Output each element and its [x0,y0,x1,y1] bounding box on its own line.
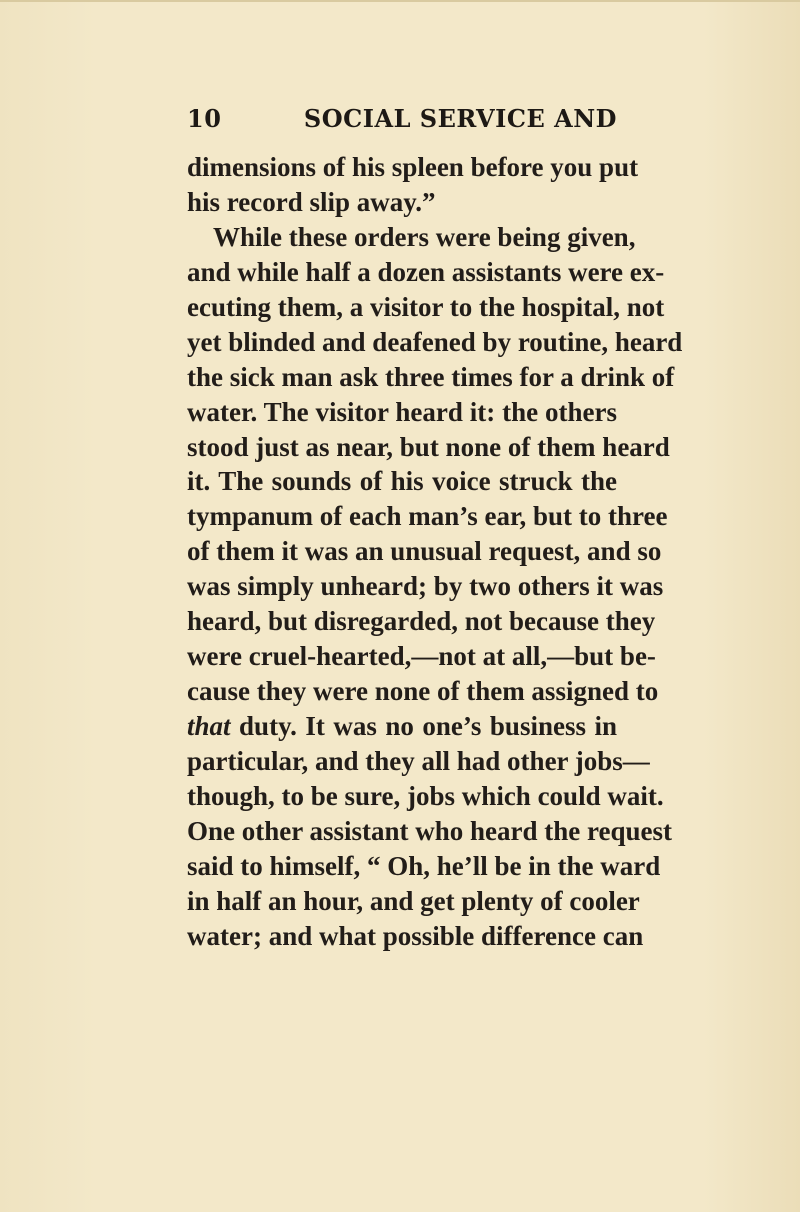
text-line: yet blinded and deafened by routine, heard [187,326,683,357]
text-line-rest: duty. It was no one’s business in [230,711,617,741]
text-line: and while half a dozen assistants were ex- [187,256,665,287]
text-line: water; and what possible difference can [187,920,644,951]
text-line: in half an hour, and get plenty of cooler [187,885,640,916]
text-line: was simply unheard; by two others it was [187,571,664,602]
text-line-with-italic [187,709,617,744]
text-line: water. The visitor heard it: the others [187,396,617,427]
text-line: were cruel-hearted,—not at all,—but be- [187,641,656,672]
text-line: heard, but disregarded, not because they [187,606,656,637]
text-line: ecuting them, a visitor to the hospital, not [187,291,665,322]
text-line: the sick man ask three times for a drink of [187,361,675,392]
text-line: it. The sounds of his voice struck the [187,466,617,497]
body-text [187,150,683,954]
text-line: stood just as near, but none of them heard [187,431,670,462]
text-line: particular, and they all had other jobs— [187,745,650,776]
paragraph-first-line: While these orders were being given, [213,221,636,252]
page-header [187,104,617,144]
italic-word: that [187,711,231,741]
page-top-edge [0,0,800,2]
text-line: dimensions of his spleen before you put [187,152,639,182]
text-line: tympanum of each man’s ear, but to three [187,501,668,532]
text-line: cause they were none of them assigned to [187,676,659,707]
page-number: 10 [187,104,222,133]
text-line: said to himself, “ Oh, he’ll be in the ward [187,850,661,881]
text-line: One other assistant who heard the request [187,815,673,846]
text-line: of them it was an unusual request, and so [187,536,662,567]
running-head: SOCIAL SERVICE AND [303,104,617,133]
text-line: his record slip away.” [187,186,436,217]
text-line: though, to be sure, jobs which could wait. [187,780,664,811]
